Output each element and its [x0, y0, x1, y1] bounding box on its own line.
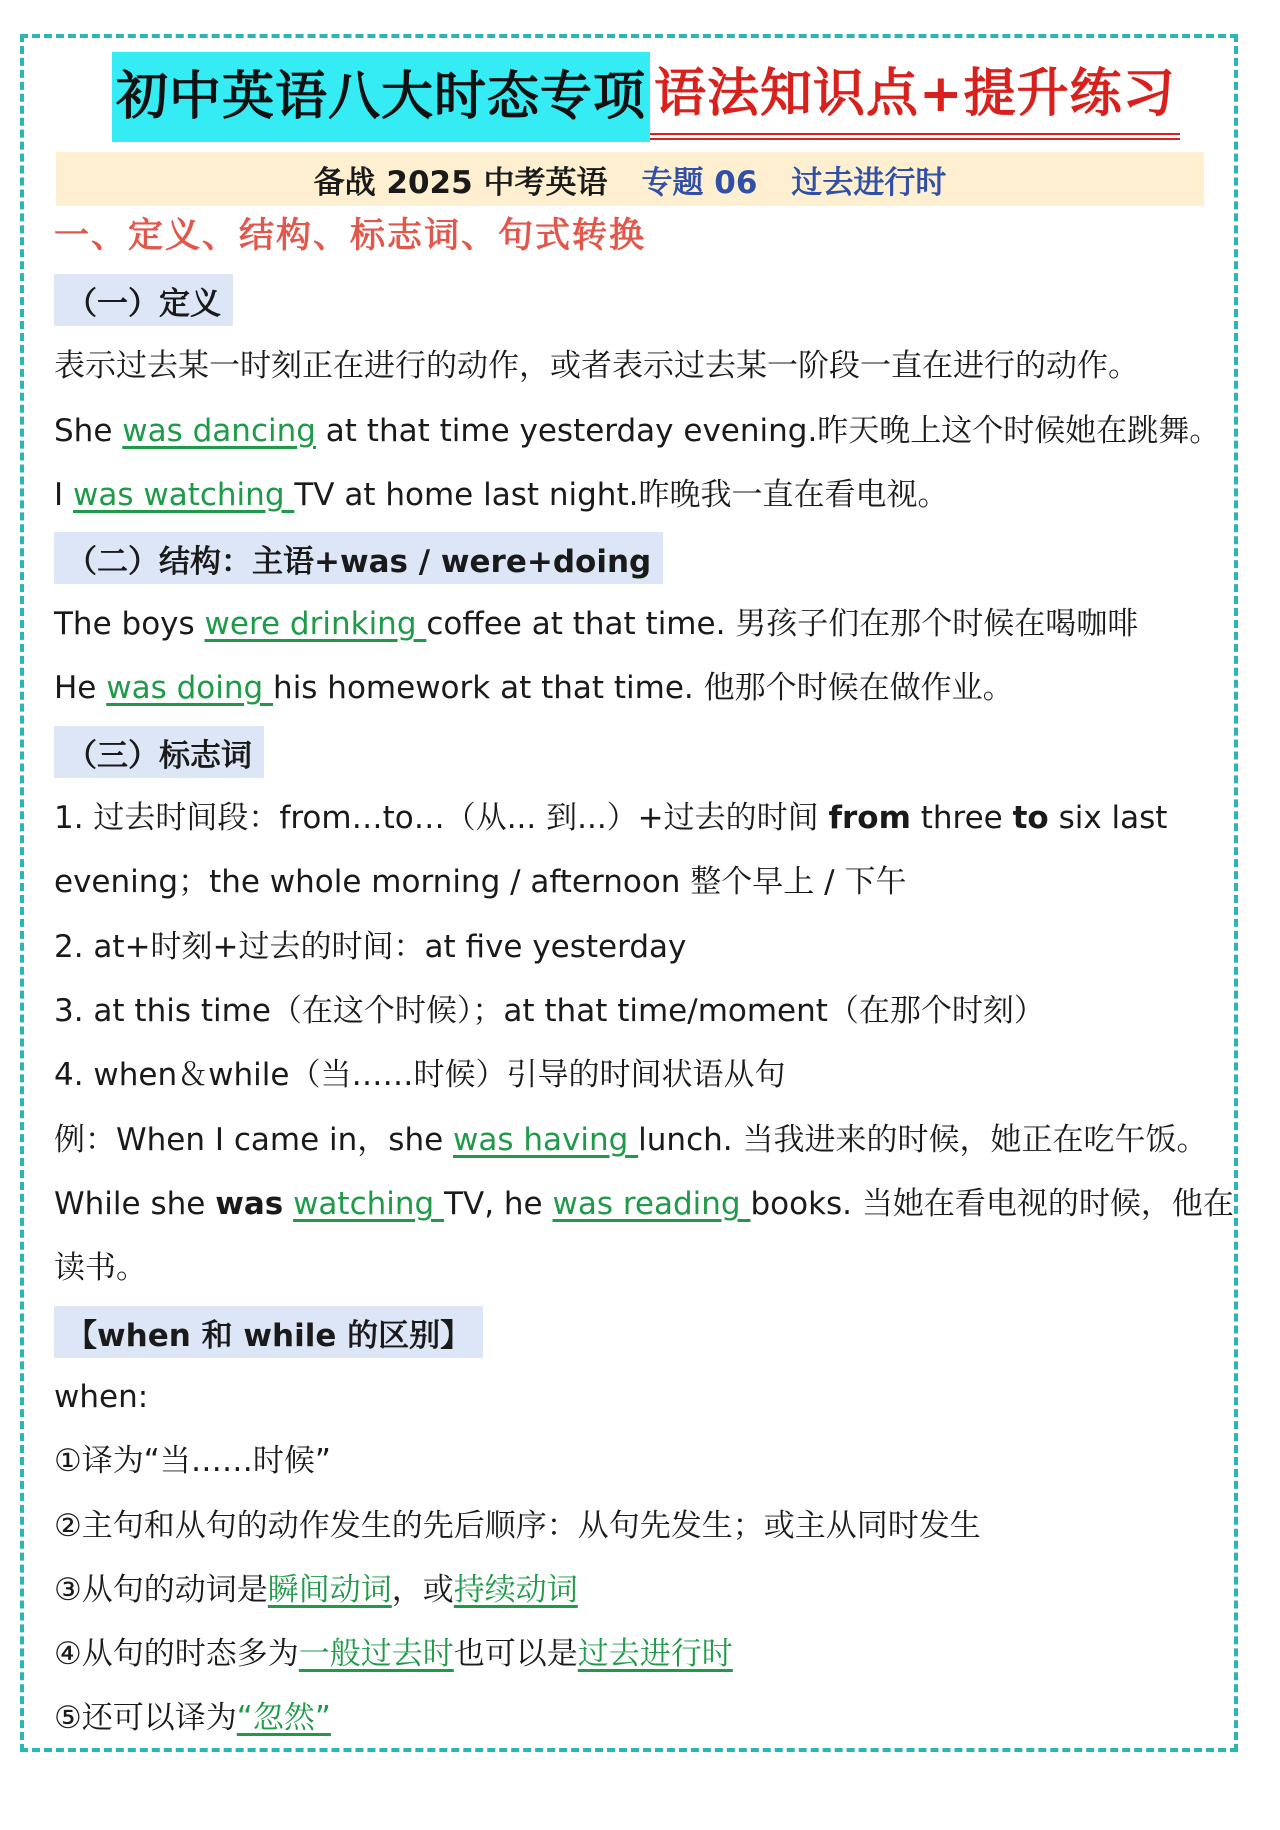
text-segment: ④从句的时态多为	[54, 1636, 299, 1672]
definition-example-1	[54, 409, 1220, 453]
highlighted-verb: was watching	[73, 477, 295, 513]
text-segment: 1. 过去时间段：from…to…（从... 到...）+过去的时间	[54, 800, 829, 836]
bold-word: to	[1012, 800, 1049, 836]
bold-word: from	[828, 800, 911, 836]
text-segment: his homework at that time. 他那个时候在做作业。	[273, 670, 1014, 706]
highlighted-verb: was dancing	[122, 413, 316, 449]
highlighted-term: 一般过去时	[298, 1636, 454, 1672]
text-segment: TV, he	[444, 1186, 553, 1222]
title-part-2: 语法知识点+提升练习	[650, 55, 1180, 140]
text-segment	[283, 1186, 293, 1222]
highlighted-verb: was reading	[552, 1186, 751, 1222]
text-segment: six last	[1048, 800, 1168, 836]
when-point-2: ②主句和从句的动作发生的先后顺序：从句先发生；或主从同时发生	[54, 1508, 981, 1544]
definition-text: 表示过去某一时刻正在进行的动作，或者表示过去某一阶段一直在进行的动作。	[54, 348, 1139, 384]
text-segment: 例：When I came in，she	[54, 1122, 454, 1158]
subtitle-name: 过去进行时	[791, 164, 947, 201]
text-segment: ⑤还可以译为	[54, 1700, 237, 1736]
when-label: when:	[54, 1379, 149, 1415]
when-point-1: ①译为“当……时候”	[54, 1443, 331, 1479]
highlighted-term: 持续动词	[453, 1572, 578, 1608]
highlighted-verb: were drinking	[204, 606, 427, 642]
text-segment: I	[54, 477, 73, 513]
title-part-1: 初中英语八大时态专项	[112, 52, 650, 142]
signal-example-2-continued: 读书。	[54, 1250, 147, 1286]
subtitle-bar	[56, 152, 1204, 206]
section-1-heading: 一、定义、结构、标志词、句式转换	[54, 216, 647, 256]
text-segment: She	[54, 413, 123, 449]
text-segment: 也可以是	[453, 1636, 578, 1672]
structure-example-2	[54, 666, 1014, 710]
signal-item-3: 3. at this time（在这个时候）；at that time/moment（在那个时刻）	[54, 993, 1045, 1029]
when-point-3	[54, 1568, 578, 1612]
text-segment: at that time yesterday evening.昨天晚上这个时候她在跳舞。	[315, 413, 1221, 449]
page-title	[112, 52, 1180, 142]
signal-item-4: 4. when＆while（当……时候）引导的时间状语从句	[54, 1057, 786, 1093]
text-segment: He	[54, 670, 107, 706]
difference-label: 【when 和 while 的区别】	[54, 1306, 483, 1358]
definition-example-2	[54, 473, 948, 517]
highlighted-term: 瞬间动词	[267, 1572, 392, 1608]
highlighted-verb: was having	[453, 1122, 639, 1158]
text-segment: While she	[54, 1186, 216, 1222]
text-segment: ，或	[391, 1572, 454, 1608]
bold-word: was	[215, 1186, 284, 1222]
text-segment: coffee at that time. 男孩子们在那个时候在喝咖啡	[426, 606, 1139, 642]
text-segment: The boys	[54, 606, 205, 642]
text-segment: TV at home last night.昨晚我一直在看电视。	[294, 477, 949, 513]
signal-example-1	[54, 1118, 1207, 1162]
text-segment: books. 当她在看电视的时候，他在	[750, 1186, 1234, 1222]
definition-label: （一）定义	[54, 274, 233, 326]
when-point-4	[54, 1632, 733, 1676]
when-point-5	[54, 1696, 331, 1740]
text-segment: ③从句的动词是	[54, 1572, 268, 1608]
subtitle-topic: 专题 06	[641, 164, 758, 201]
text-segment: three	[910, 800, 1013, 836]
signal-example-2	[54, 1182, 1234, 1226]
signal-item-1	[54, 796, 1167, 840]
structure-example-1	[54, 602, 1138, 646]
highlighted-term: 过去进行时	[577, 1636, 733, 1672]
signal-item-2: 2. at+时刻+过去的时间：at five yesterday	[54, 929, 687, 965]
highlighted-verb: was doing	[106, 670, 274, 706]
structure-label: （二）结构：主语+was / were+doing	[54, 532, 663, 584]
highlighted-verb: watching	[293, 1186, 445, 1222]
highlighted-term: “忽然”	[236, 1700, 331, 1736]
subtitle-main: 备战 2025 中考英语	[313, 164, 608, 201]
signal-item-1-continued: evening；the whole morning / afternoon 整个早上 / 下午	[54, 864, 907, 900]
text-segment: lunch. 当我进来的时候，她正在吃午饭。	[638, 1122, 1208, 1158]
signals-label: （三）标志词	[54, 726, 264, 778]
